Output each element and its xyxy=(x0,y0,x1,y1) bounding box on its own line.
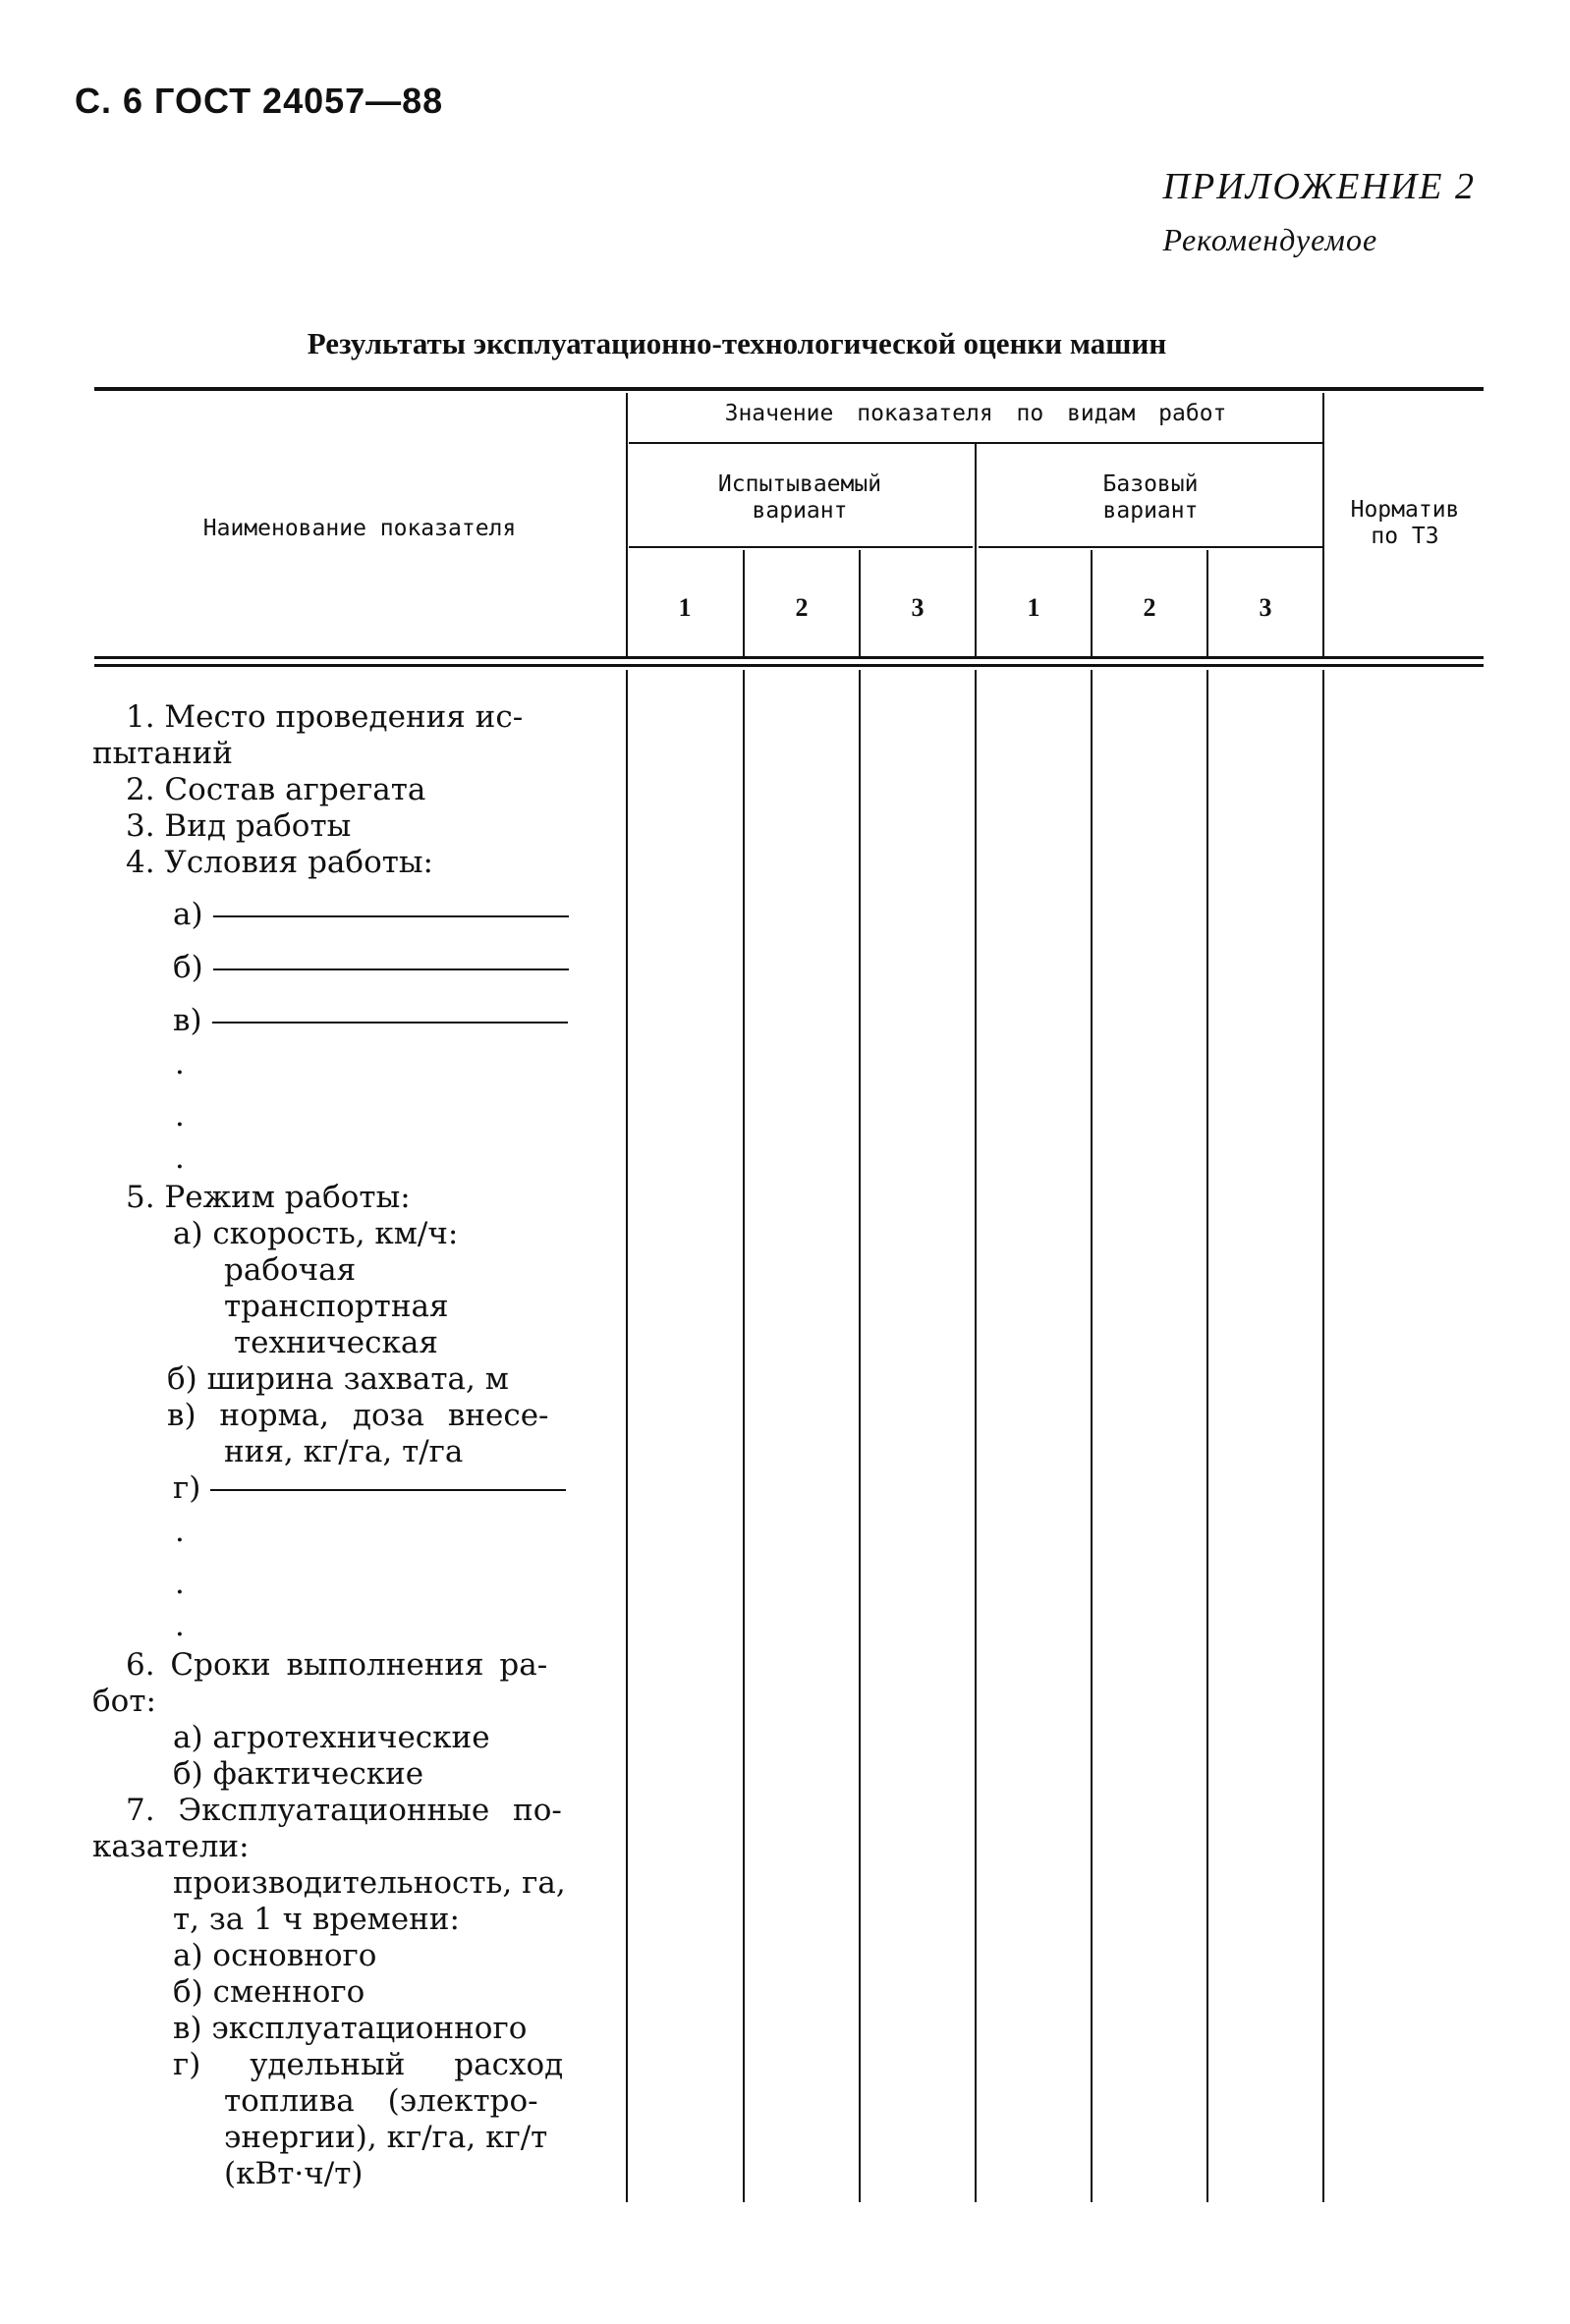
row-6-cont: бот: xyxy=(92,1684,156,1719)
col-header-indicator: Наименование показателя xyxy=(202,516,517,541)
row-4c-label: в) xyxy=(173,1003,202,1038)
row-7d-cont-3: (кВт·ч/т) xyxy=(224,2156,364,2191)
variant-header-rule-base xyxy=(979,546,1322,548)
row-7a: а) основного xyxy=(173,1938,377,1973)
row-5: 5. Режим работы: xyxy=(126,1180,411,1215)
row-7-productivity: производительность, га, xyxy=(173,1865,566,1901)
row-4: 4. Условия работы: xyxy=(126,845,433,880)
ellipsis-dot: · xyxy=(175,1575,185,1610)
fill-line xyxy=(213,915,569,917)
row-7c: в) эксплуатационного xyxy=(173,2011,528,2046)
ellipsis-dot: · xyxy=(175,1055,185,1090)
work-number-test-2: 2 xyxy=(795,593,809,622)
table-title: Результаты эксплуатационно-технологической оценки машин xyxy=(307,326,1167,360)
row-6b: б) фактические xyxy=(173,1756,424,1792)
col-header-base-line1: Базовый xyxy=(1102,471,1199,497)
col-line-body-6 xyxy=(1206,670,1208,2202)
col-header-test-line2: вариант xyxy=(752,498,848,524)
col-line-body-5 xyxy=(1091,670,1093,2202)
appendix-title: ПРИЛОЖЕНИЕ 2 xyxy=(1162,166,1476,207)
row-5a-2: транспортная xyxy=(224,1289,449,1324)
work-number-base-3: 3 xyxy=(1259,593,1272,622)
row-7d-cont-1: топлива (электро- xyxy=(224,2083,538,2119)
ellipsis-dot: · xyxy=(175,1149,185,1185)
ellipsis-dot: · xyxy=(175,1617,185,1652)
col-line-body-4 xyxy=(975,670,977,2202)
row-5a: а) скорость, км/ч: xyxy=(173,1216,459,1251)
header-bottom-rule-2 xyxy=(94,664,1484,667)
col-header-norm-line2: по ТЗ xyxy=(1371,524,1439,549)
col-header-norm-line1: Норматив xyxy=(1350,497,1460,523)
col-line-body-1 xyxy=(626,670,628,2202)
row-5d xyxy=(92,1470,580,1507)
table-top-rule xyxy=(94,387,1484,391)
row-4b-label: б) xyxy=(173,950,203,985)
col-header-norm xyxy=(1326,497,1484,550)
page-reference: С. 6 ГОСТ 24057—88 xyxy=(75,81,444,121)
col-line-body-7 xyxy=(1322,670,1324,2202)
row-4a-label: а) xyxy=(173,897,203,932)
work-number-test-3: 3 xyxy=(911,593,925,622)
col-header-group: Значение показателя по видам работ xyxy=(724,401,1227,426)
work-number-test-1: 1 xyxy=(678,593,692,622)
row-7b: б) сменного xyxy=(173,1974,365,2010)
row-6a: а) агротехнические xyxy=(173,1720,490,1755)
col-line-body-3 xyxy=(859,670,861,2202)
fill-line xyxy=(212,1022,568,1024)
row-7d-cont-2: энергии), кг/га, кг/т xyxy=(224,2120,548,2155)
row-5c-cont: ния, кг/га, т/га xyxy=(224,1434,464,1469)
row-5a-3: техническая xyxy=(234,1325,438,1360)
variant-header-rule-test xyxy=(629,546,973,548)
row-5d-label: г) xyxy=(173,1470,201,1506)
work-number-base-2: 2 xyxy=(1143,593,1156,622)
ellipsis-dot: · xyxy=(175,1107,185,1142)
fill-line xyxy=(213,968,569,970)
row-4c xyxy=(92,1003,580,1039)
row-7: 7. Эксплуатационные по- xyxy=(126,1793,562,1828)
row-5b: б) ширина захвата, м xyxy=(167,1361,509,1397)
col-header-base-variant xyxy=(977,471,1324,525)
col-header-test-variant xyxy=(627,471,973,525)
col-line-body-2 xyxy=(743,670,745,2202)
row-6: 6. Сроки выполнения ра- xyxy=(126,1647,548,1683)
indicator-list xyxy=(92,699,580,2192)
col-line-header-7 xyxy=(1322,393,1324,656)
row-4b xyxy=(92,950,580,986)
appendix-status: Рекомендуемое xyxy=(1162,222,1378,257)
work-number-base-1: 1 xyxy=(1027,593,1040,622)
row-4a xyxy=(92,897,580,933)
row-2: 2. Состав агрегата xyxy=(126,772,426,807)
fill-line xyxy=(210,1489,566,1491)
row-7-productivity-cont: т, за 1 ч времени: xyxy=(173,1902,460,1937)
row-1: 1. Место проведения ис- xyxy=(126,699,524,735)
appendix-block xyxy=(1163,165,1476,258)
row-7d: г) удельный расход xyxy=(173,2047,564,2082)
header-bottom-rule-1 xyxy=(94,656,1484,659)
row-1-cont: пытаний xyxy=(92,736,233,771)
col-header-test-line1: Испытываемый xyxy=(717,471,882,497)
row-7-cont: казатели: xyxy=(92,1829,250,1864)
row-3: 3. Вид работы xyxy=(126,808,352,844)
ellipsis-dot: · xyxy=(175,1522,185,1558)
row-5a-1: рабочая xyxy=(224,1252,357,1288)
row-5c: в) норма, доза внесе- xyxy=(167,1398,549,1433)
col-header-base-line2: вариант xyxy=(1102,498,1199,524)
